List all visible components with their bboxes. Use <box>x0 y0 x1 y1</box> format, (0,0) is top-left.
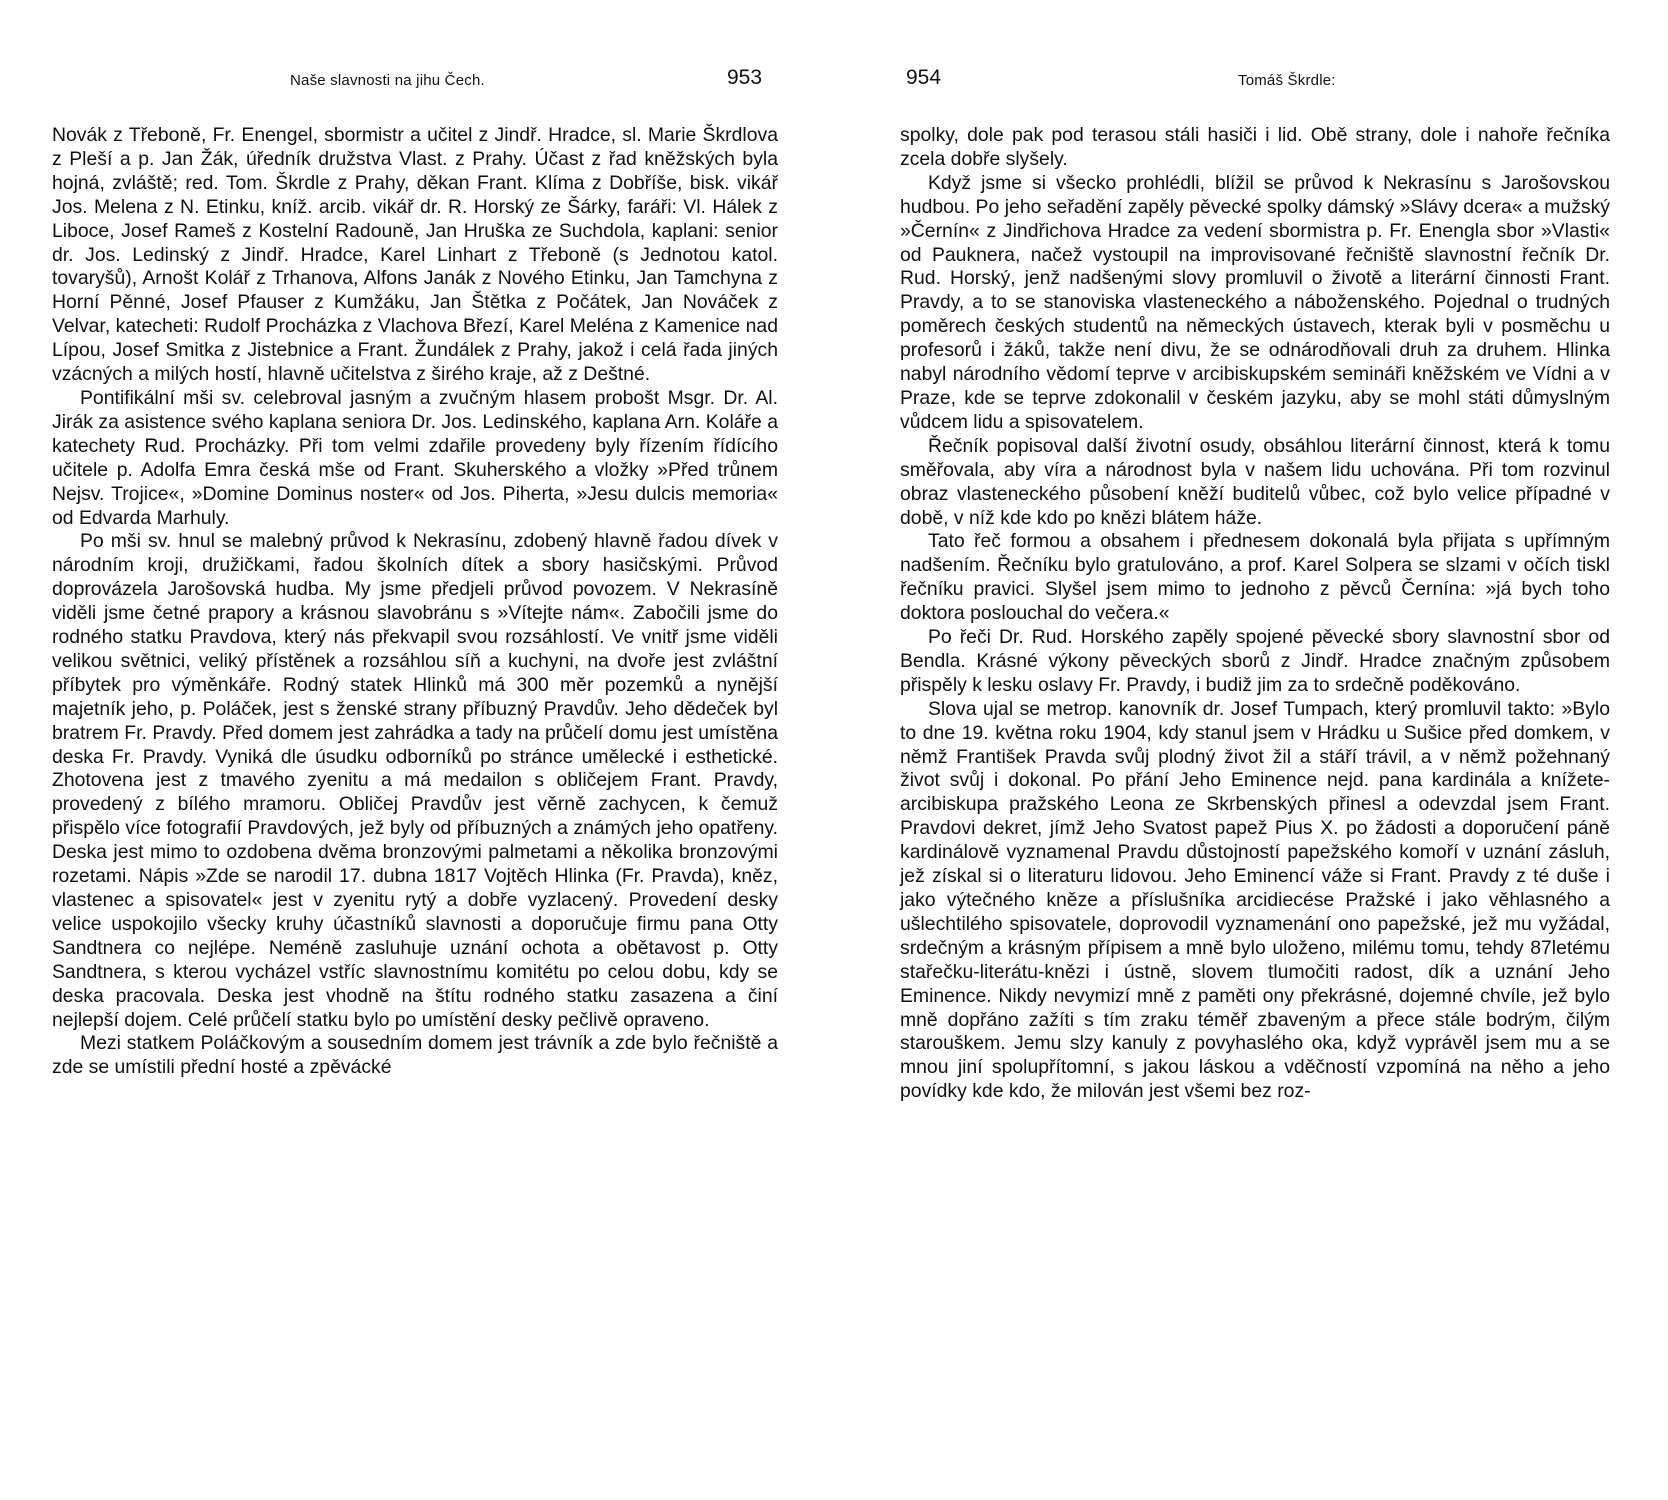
page-number: 954 <box>906 66 942 89</box>
paragraph: Pontifikální mši sv. celebroval jasným a zvučným hlasem probošt Msgr. Dr. Al. Jirák za asistence svého kaplana seniora Dr. Jos. Ledinského, kaplana Arn. Koláře a katechety Rud. Procházky. Při tom velmi zdařile provedeny byly řízením řídícího učitele p. Adolfa Emra česká mše od Frant. Skuherského a vložky »Před trůnem Nejsv. Trojice«, »Domine Dominus noster« od Jos. Piherta, »Jesu dulcis memoria« od Edvarda Marhuly. <box>52 386 778 529</box>
paragraph: Novák z Třeboně, Fr. Enengel, sbormistr a učitel z Jindř. Hradce, sl. Marie Škrdlova z Pleší a p. Jan Žák, úředník družstva Vlast. z Prahy. Účast z řad kněžských byla hojná, zvláště; red. Tom. Škrdle z Prahy, děkan Frant. Klíma z Dobříše, bisk. vikář Jos. Melena z N. Etinku, kníž. arcib. vikář dr. R. Horský ze Šárky, faráři: Vl. Hálek z Liboce, Josef Rameš z Kostelní Radouně, Jan Hruška ze Suchdola, kaplani: senior dr. Jos. Ledinský z Jindř. Hradce, Karel Linhart z Třeboně (s Jednotou katol. tovaryšů), Arnošt Kolář z Trhanova, Alfons Janák z Nového Etinku, Jan Tamchyna z Horní Pěnné, Josef Pfauser z Kumžáku, Jan Štětka z Počátek, Jan Nováček z Velvar, katecheti: Rudolf Procházka z Vlachova Březí, Karel Meléna z Kamenice nad Lípou, Josef Smitka z Jistebnice a Frant. Žundálek z Prahy, jakož i celá řada jiných vzácných a milých hostí, hlavně učitelstva z širého kraje, až z Deštné. <box>52 124 778 386</box>
paragraph: Po mši sv. hnul se malebný průvod k Nekrasínu, zdobený hlavně řadou dívek v národním kroji, družičkami, řadou školních dítek a sbory hasičskými. Průvod doprovázela Jarošovská hudba. My jsme předjeli průvod povozem. V Nekrasíně viděli jsme četné prapory a krásnou slavobránu s »Vítejte nám«. Zabočili jsme do rodného statku Pravdova, který nás překvapil svou rozsáhlostí. Ve vnitř jsme viděli velikou světnici, veliký přístěnek a rozsáhlou síň a kuchyni, na dvoře jest zvláštní příbytek pro výměnkáře. Rodný statek Hlinků má 300 měr pozemků a nynější majetník jeho, p. Poláček, jest s ženské strany příbuzný Pravdův. Jeho dědeček byl bratrem Fr. Pravdy. Před domem jest zahrádka a tady na průčelí domu jest umístěna deska Fr. Pravdy. Vyniká dle úsudku odborníků po stránce umělecké i esthetické. Zhotovena jest z tmavého zyenitu a má medailon s obličejem Frant. Pravdy, provedený z bílého mramoru. Obličej Pravdův jest věrně zachycen, k čemuž přispělo více fotografií Pravdových, jež byly od příbuzných a známých jeho opatřeny. Deska jest mimo to ozdobena dvěma bronzovými palmetami a několika bronzovými rozetami. Nápis »Zde se narodil 17. dubna 1817 Vojtěch Hlinka (Fr. Pravda), kněz, vlastenec a spisovatel« jest v zyenitu rytý a dobře vyzlacený. Provedení desky velice uspokojilo všecky kruhy účastníků slavnosti a doporučuje firmu pana Otty Sandtnera co nejlépe. Neméně zasluhuje uznání ochota a obětavost p. Otty Sandtnera, s kterou vycházel vstříc slavnostnímu komitétu po celou dobu, kdy se deska pracovala. Deska jest vhodně na štítu rodného statku zasazena a činí nejlepší dojem. Celé průčelí statku bylo po umístění desky pečlivě opraveno. <box>52 530 778 1031</box>
paragraph: Řečník popisoval další životní osudy, obsáhlou literární činnost, která k tomu směřovala, aby víra a národnost byla v našem lidu uchována. Při tom rozvinul obraz vlasteneckého působení kněží buditelů vůbec, což bylo velice případné v době, v níž kde kdo po knězi blátem háže. <box>900 434 1610 529</box>
right-page-header <box>900 64 1610 108</box>
paragraph: Mezi statkem Poláčkovým a sousedním domem jest trávník a zde bylo řečniště a zde se umístili přední hosté a zpěvácké <box>52 1032 778 1079</box>
left-page-body <box>52 124 778 1080</box>
paragraph: Slova ujal se metrop. kanovník dr. Josef Tumpach, který promluvil takto: »Bylo to dne 19. května roku 1904, kdy stanul jsem v Hrádku u Sušice před domkem, v němž František Pravda svůj plodný život žil a stáří trávil, a v němž požehnaný život svůj i dokonal. Po přání Jeho Eminence nejd. pana kardinála a knížete-arcibiskupa pražského Leona ze Skrbenských přinesl a odevzdal jsem Frant. Pravdovi dekret, jímž Jeho Svatost papež Pius X. po žádosti a doporučení páně kardinálově vyznamenal Pravdu důstojností papežského komoří v uznání zásluh, jež získal si o literaturu lidovou. Jeho Eminencí váže si Frant. Pravdy z té duše i jako výtečného kněze a příslušníka arcidiecése Pražské i jako věhlasného a ušlechtilého spisovatele, doprovodil vyznamenání ono papežské, jež mu vyžádal, srdečným a krásným přípisem a mně bylo uloženo, milému tomu, tehdy 87letému stařečku-literátu-knězi i ústně, slovem tlumočiti radost, dík a uznání Jeho Eminence. Nikdy nevymizí mně z paměti ony překrásné, dojemné chvíle, jež bylo mně dopřáno zažíti s tím zraku téměř zbaveným a přece stále bodrým, čilým starouškem. Jemu slzy kanuly z povyhaslého oka, když vyprávěl jsem mu a se mnou jiní spolupřítomní, s jakou láskou a vděčností vzpomíná na něho a jeho povídky kde kdo, že milován jest všemi bez roz- <box>900 697 1610 1103</box>
right-page <box>834 0 1668 1500</box>
page-number: 953 <box>727 66 763 89</box>
left-page-header <box>52 64 778 108</box>
right-page-body <box>900 124 1610 1104</box>
running-title: Naše slavnosti na jihu Čech. <box>290 72 485 89</box>
paragraph: Když jsme si všecko prohlédli, blížil se průvod k Nekrasínu s Jarošovskou hudbou. Po jeho seřadění zapěly pěvecké spolky dámský »Slávy dcera« a mužský »Černín« z Jindřichova Hradce za vedení sbormistra p. Fr. Enengla sbor »Vlasti« od Pauknera, načež vystoupil na improvisované řečniště slavnostní řečník Dr. Rud. Horský, jenž nadšenými slovy promluvil o životě a literární činnosti Frant. Pravdy, a to se stanoviska vlasteneckého a náboženského. Pojednal o trudných poměrech českých studentů na německých ústavech, kterak byli v posměchu u profesorů i žáků, takže není divu, že se odnárodňovali druh za druhem. Hlinka nabyl národního vědomí teprve v arcibiskupském semináři kněžském ve Vídni a v Praze, kde se teprve zdokonalil v českém jazyku, aby se mohl státi důmyslným vůdcem lidu a spisovatelem. <box>900 171 1610 433</box>
paragraph: Po řeči Dr. Rud. Horského zapěly spojené pěvecké sbory slavnostní sbor od Bendla. Krásné výkony pěveckých sborů z Jindř. Hradce značným způsobem přispěly k lesku oslavy Fr. Pravdy, i budiž jim za to srdečně poděkováno. <box>900 626 1610 696</box>
running-title: Tomáš Škrdle: <box>1238 72 1336 89</box>
paragraph: Tato řeč formou a obsahem i přednesem dokonalá byla přijata s upřímným nadšením. Řečníku bylo gratulováno, a prof. Karel Solpera se slzami v očích tiskl řečníku pravici. Slyšel jsem mimo to jednoho z pěvců Černína: »já bych toho doktora poslouchal do večera.« <box>900 530 1610 625</box>
paragraph: spolky, dole pak pod terasou stáli hasiči i lid. Obě strany, dole i nahoře řečníka zcela dobře slyšely. <box>900 124 1610 170</box>
